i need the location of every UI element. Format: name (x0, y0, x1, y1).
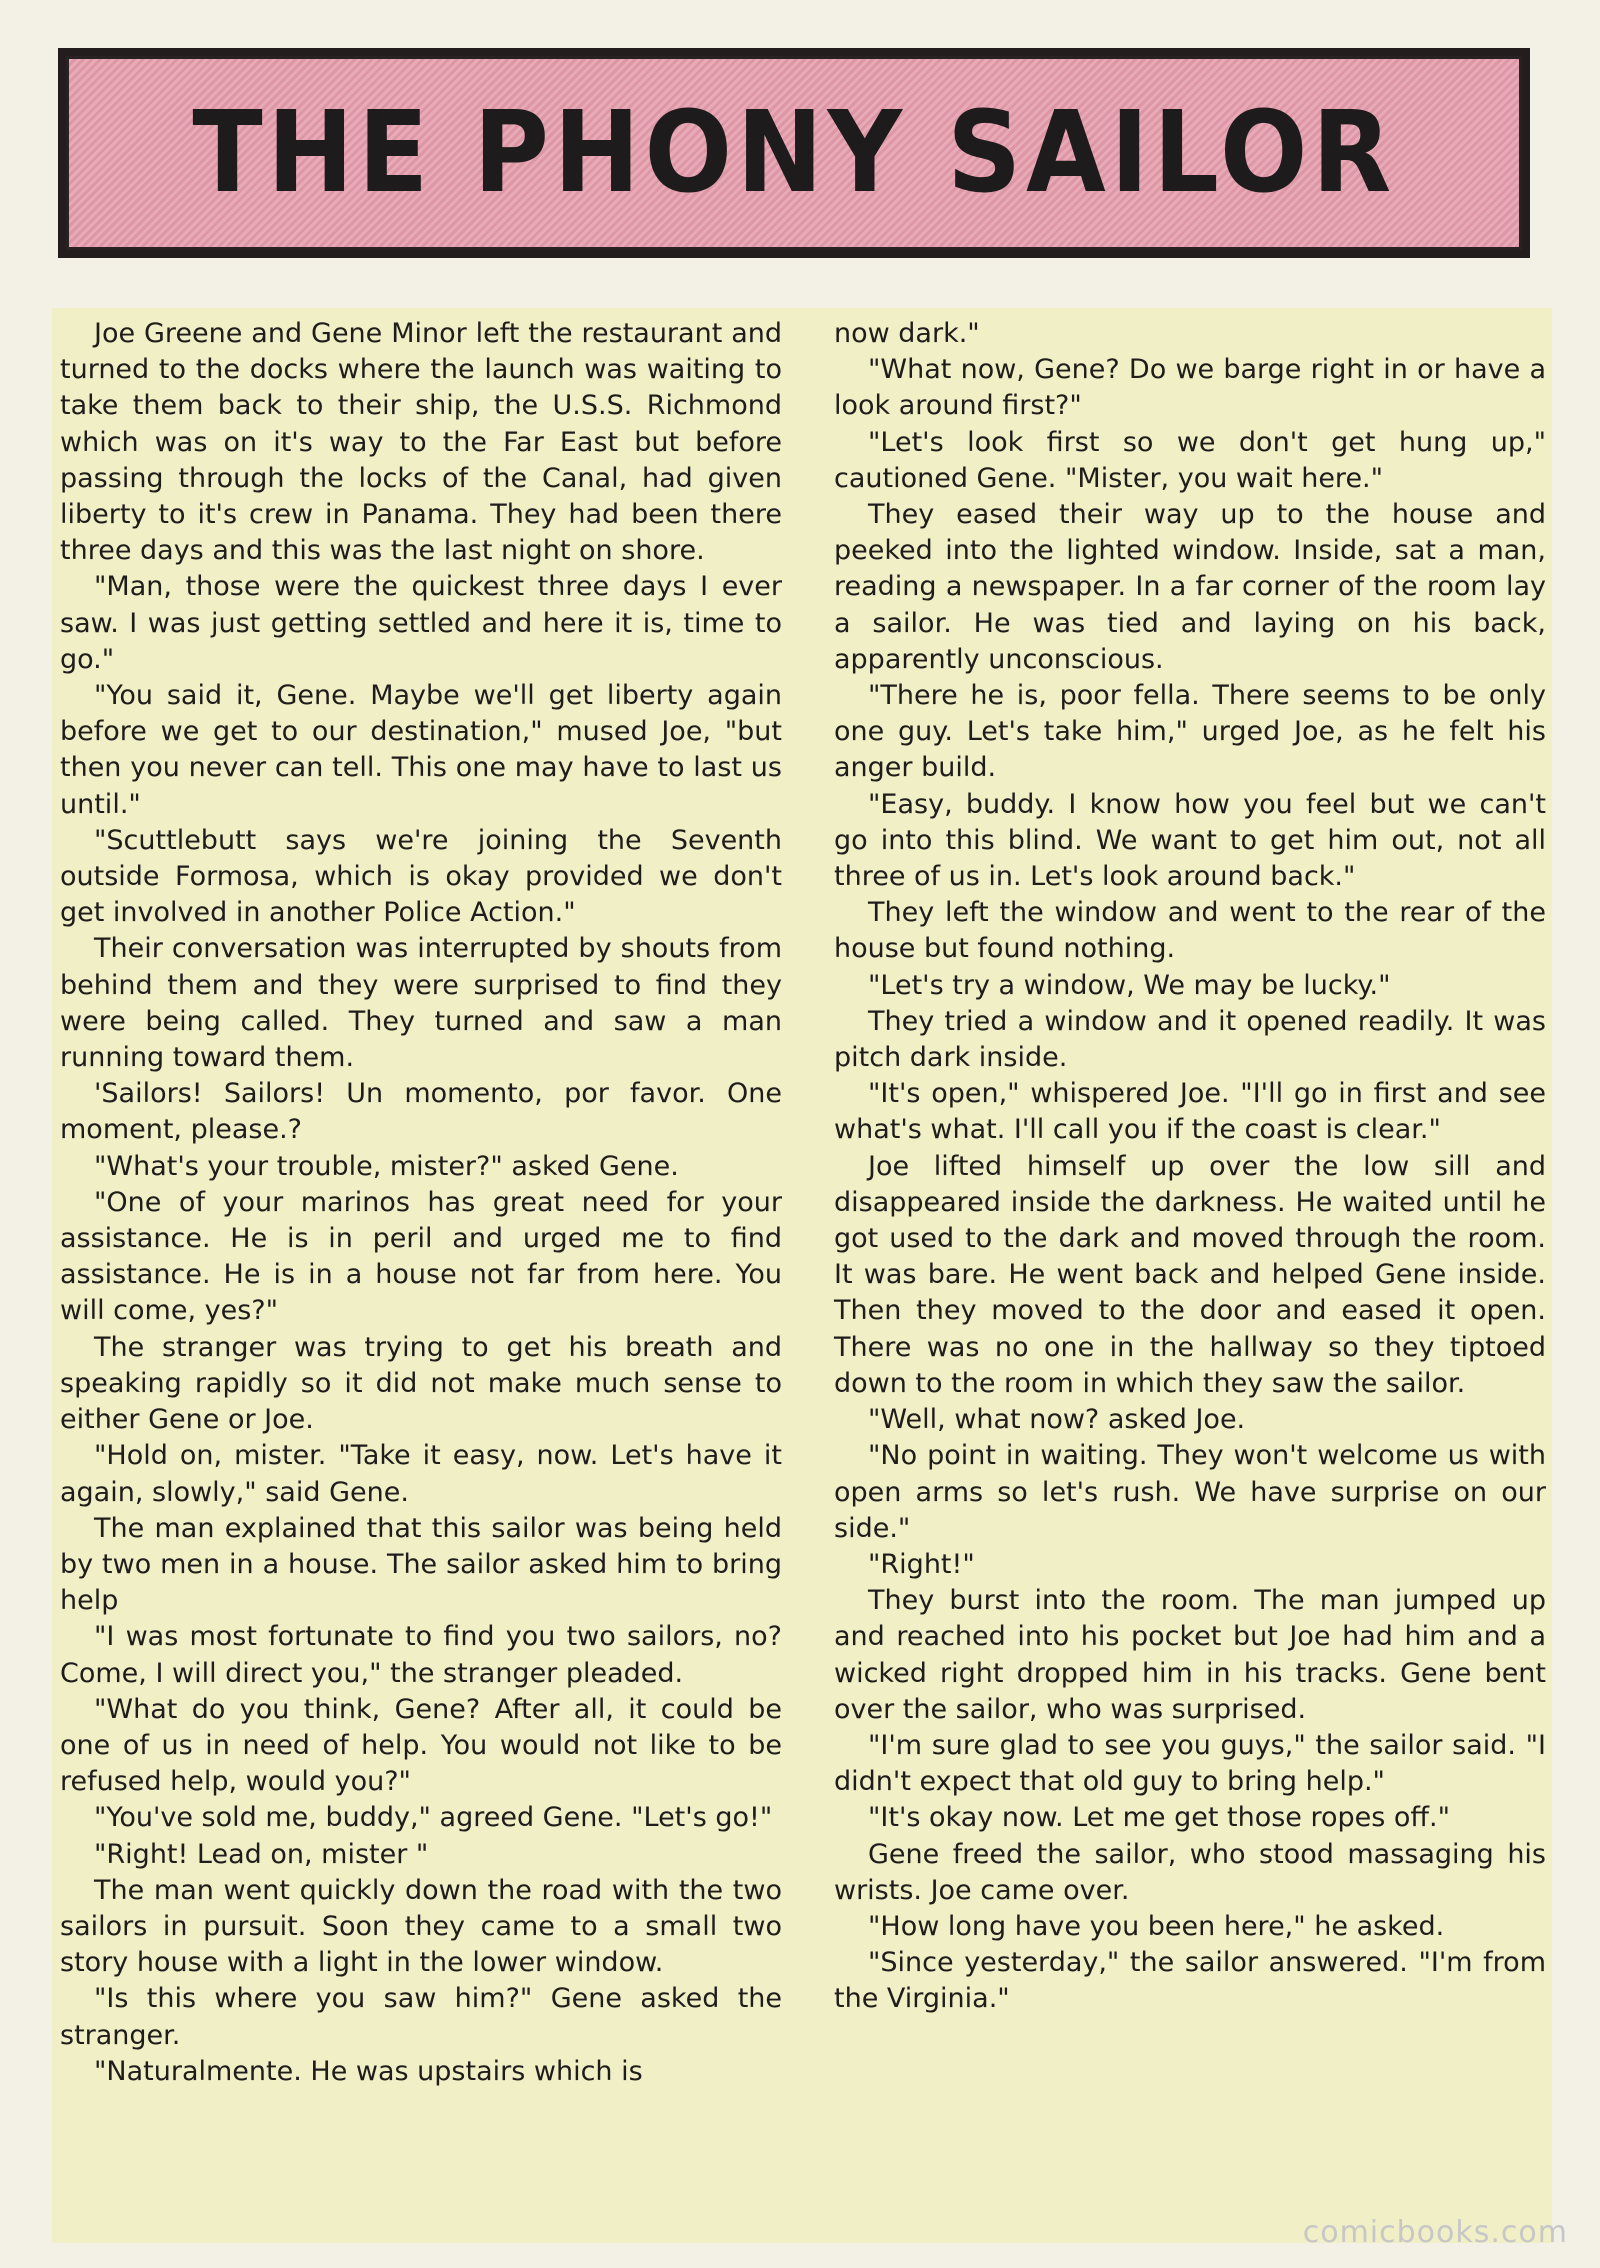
paragraph: "One of your marinos has great need for your assistance. He is in peril and urged me to find assistance. He is in a house not far from here. You will come, yes?" (60, 1186, 782, 1327)
paragraph: "Naturalmente. He was upstairs which is (94, 2055, 643, 2087)
paragraph: Joe Greene and Gene Minor left the restaurant and turned to the docks where the launch was waiting to take them back to their ship, the U.S.S. Richmond which was on it's way to the Far East but before passing through the locks of the Canal, had given liberty to it's crew in Panama. They had been there three days and this was the last night on shore. (60, 318, 782, 567)
paragraph: They burst into the room. The man jumped up and reached into his pocket but Joe had him and a wicked right dropped him in his tracks. Gene bent over the sailor, who was surprised. (834, 1585, 1546, 1725)
paragraph: "You said it, Gene. Maybe we'll get liberty again before we get to our destination," mused Joe, "but then you never can tell. This one may have to last us until." (60, 680, 782, 820)
paragraph: "I was most fortunate to find you two sailors, no? Come, I will direct you," the stranger pleaded. (60, 1621, 782, 1689)
paragraph: 'Sailors! Sailors! Un momento, por favor. One moment, please.? (60, 1078, 782, 1146)
paragraph: "How long have you been here," he asked. (868, 1910, 1445, 1942)
paragraph: "No point in waiting. They won't welcome us with open arms so let's rush. We have surprise on our side." (834, 1440, 1546, 1544)
continued-paragraph: now dark." (834, 318, 980, 349)
paragraph: "I'm sure glad to see you guys," the sailor said. "I didn't expect that old guy to bring help." (834, 1729, 1546, 1798)
paragraph: "Well, what now? asked Joe. (868, 1404, 1246, 1436)
paragraph: "What now, Gene? Do we barge right in or have a look around first?" (834, 354, 1546, 422)
paragraph: "There he is, poor fella. There seems to be only one guy. Let's take him," urged Joe, as he felt his anger build. (834, 680, 1546, 784)
paragraph: "Since yesterday," the sailor answered. "I'm from the Virginia." (834, 1947, 1546, 2015)
paragraph: "What's your trouble, mister?" asked Gene. (94, 1150, 679, 1182)
paragraph: "Right! Lead on, mister " (94, 1838, 429, 1870)
paragraph: "What do you think, Gene? After all, it could be one of us in need of help. You would not like to be refused help, would you?" (60, 1693, 782, 1798)
title-banner (58, 48, 1530, 258)
right-column (834, 316, 1546, 2018)
paragraph: "Let's try a window, We may be lucky." (868, 969, 1391, 1001)
left-column (60, 316, 782, 2090)
paragraph: "Is this where you saw him?" Gene asked the stranger. (60, 1983, 782, 2051)
title-banner-inner (66, 56, 1522, 250)
paragraph: "You've sold me, buddy," agreed Gene. "Let's go!" (94, 1802, 773, 1834)
paragraph: Gene freed the sailor, who stood massaging his wrists. Joe came over. (834, 1838, 1546, 1906)
paragraph: "Man, those were the quickest three days I ever saw. I was just getting settled and here it is, time to go." (60, 571, 782, 675)
story-title: THE PHONY SAILOR (192, 88, 1396, 218)
paragraph: "Let's look first so we don't get hung up," cautioned Gene. "Mister, you wait here." (834, 426, 1546, 494)
paragraph: They tried a window and it opened readily. It was pitch dark inside. (834, 1005, 1546, 1074)
paragraph: The stranger was trying to get his breath and speaking rapidly so it did not make much sense to either Gene or Joe. (60, 1331, 782, 1436)
paragraph: "Easy, buddy. I know how you feel but we can't go into this blind. We want to get him out, not all three of us in. Let's look around back." (834, 788, 1546, 893)
paragraph: "Right!" (868, 1548, 975, 1580)
paragraph: Their conversation was interrupted by shouts from behind them and they were surprised to find they were being called. They turned and saw a man running toward them. (60, 933, 782, 1074)
paragraph: "It's okay now. Let me get those ropes off." (868, 1802, 1451, 1834)
paragraph: The man went quickly down the road with the two sailors in pursuit. Soon they came to a small two story house with a light in the lower window. (60, 1874, 782, 1979)
paragraph: "Scuttlebutt says we're joining the Seventh outside Formosa, which is okay provided we don't get involved in another Police Action." (60, 824, 782, 929)
paragraph: "Hold on, mister. "Take it easy, now. Let's have it again, slowly," said Gene. (60, 1440, 782, 1508)
paragraph: The man explained that this sailor was being held by two men in a house. The sailor asked him to bring help (60, 1512, 782, 1617)
paragraph: Joe lifted himself up over the low sill and disappeared inside the darkness. He waited until he got used to the dark and moved through the room. It was bare. He went back and helped Gene inside. Then they moved to the door and eased it open. There was no one in the hallway so they tiptoed down to the room in which they saw the sailor. (834, 1150, 1546, 1399)
watermark: comicbooks.com (1302, 2215, 1568, 2250)
paragraph: They left the window and went to the rear of the house but found nothing. (834, 897, 1546, 965)
paragraph: "It's open," whispered Joe. "I'll go in first and see what's what. I'll call you if the coast is clear." (834, 1078, 1546, 1146)
paragraph: They eased their way up to the house and peeked into the lighted window. Inside, sat a man, reading a newspaper. In a far corner of the room lay a sailor. He was tied and laying on his back, apparently unconscious. (834, 499, 1546, 675)
